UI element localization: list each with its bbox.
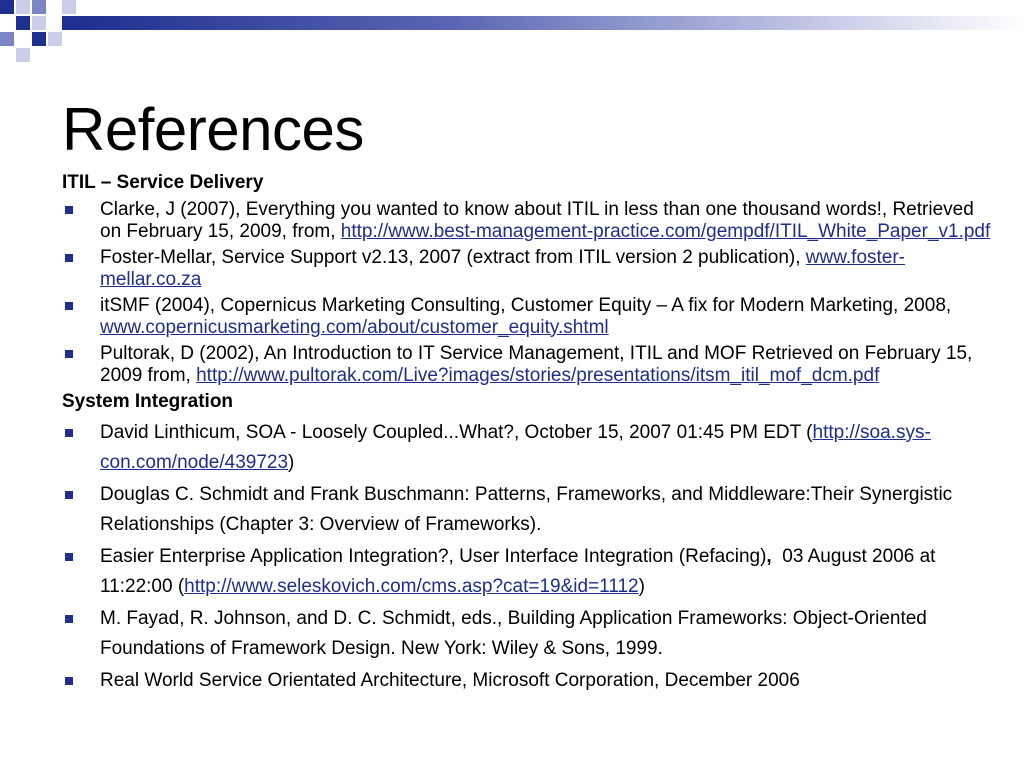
reference-item xyxy=(62,480,997,540)
reference-link[interactable]: www.copernicusmarketing.com/about/customer_equity.shtml xyxy=(100,316,609,338)
reference-text: Douglas C. Schmidt and Frank Buschmann: Patterns, Frameworks, and Middleware:Their Synergistic Relationships (Chapter 3: Overview of Frameworks). xyxy=(100,484,953,535)
reference-text: Pultorak, D (2002), An Introduction to IT Service Management, ITIL and MOF Retrieved on February 15, 2009 from, xyxy=(100,343,973,386)
reference-link[interactable]: www.foster-mellar.co.za xyxy=(100,247,906,290)
reference-item xyxy=(62,604,997,664)
decor-square xyxy=(0,0,14,14)
bullet-icon xyxy=(65,615,73,623)
decor-square xyxy=(16,16,30,30)
reference-item xyxy=(62,542,997,602)
bullet-icon xyxy=(65,677,73,685)
reference-item xyxy=(62,418,997,478)
decor-square xyxy=(16,48,30,62)
references-content xyxy=(62,172,997,698)
reference-text: David Linthicum, SOA - Loosely Coupled...What?, October 15, 2007 01:45 PM EDT ( xyxy=(100,422,813,443)
decor-square xyxy=(0,32,14,46)
decor-square xyxy=(48,32,62,46)
reference-text: Real World Service Orientated Architecture, Microsoft Corporation, December 2006 xyxy=(100,670,800,691)
reference-comma: , xyxy=(766,546,772,567)
bullet-icon xyxy=(65,491,73,499)
reference-link[interactable]: http://www.seleskovich.com/cms.asp?cat=19&id=1112 xyxy=(184,576,639,597)
bullet-icon xyxy=(65,350,73,358)
section-itil xyxy=(62,172,997,386)
decor-square xyxy=(16,0,30,14)
bullet-icon xyxy=(65,302,73,310)
reference-link[interactable]: http://soa.sys-con.com/node/439723 xyxy=(100,422,931,473)
reference-item xyxy=(62,295,997,338)
reference-text: Clarke, J (2007), Everything you wanted to know about ITIL in less than one thousand words!, Retrieved on February 15, 2009, from, xyxy=(100,199,974,242)
reference-text: M. Fayad, R. Johnson, and D. C. Schmidt, eds., Building Application Frameworks: Object-Oriented Foundations of Framework Design. New York: Wiley & Sons, 1999. xyxy=(100,608,927,659)
section-system-integration xyxy=(62,391,997,696)
decor-square xyxy=(32,0,46,14)
reference-link[interactable]: http://www.pultorak.com/Live?images/stories/presentations/itsm_itil_mof_dcm.pdf xyxy=(196,364,880,386)
reference-text-2: 03 August 2006 at 11:22:00 ( xyxy=(100,546,941,597)
decor-square xyxy=(62,0,76,14)
reference-text-after: ) xyxy=(638,576,645,597)
reference-link[interactable]: http://www.best-management-practice.com/gempdf/ITIL_White_Paper_v1.pdf xyxy=(340,220,991,242)
reference-item xyxy=(62,199,997,242)
bullet-icon xyxy=(65,429,73,437)
reference-item xyxy=(62,666,997,696)
bullet-icon xyxy=(65,206,73,214)
section-heading: ITIL – Service Delivery xyxy=(62,172,264,193)
reference-item xyxy=(62,343,997,386)
bullet-icon xyxy=(65,553,73,561)
section-heading: System Integration xyxy=(62,391,234,412)
reference-text: Foster-Mellar, Service Support v2.13, 2007 (extract from ITIL version 2 publication), xyxy=(100,247,806,268)
decor-square xyxy=(62,16,76,30)
header-band xyxy=(76,16,1024,30)
reference-item xyxy=(62,247,997,290)
reference-text: itSMF (2004), Copernicus Marketing Consulting, Customer Equity – A fix for Modern Marketing, 2008, xyxy=(100,295,952,316)
decor-square xyxy=(32,16,46,30)
decor-square xyxy=(32,32,46,46)
reference-text: Easier Enterprise Application Integration?, User Interface Integration (Refacing) xyxy=(100,546,767,567)
slide-title: References xyxy=(62,96,364,163)
reference-text-after: ) xyxy=(288,452,295,473)
bullet-icon xyxy=(65,254,73,262)
